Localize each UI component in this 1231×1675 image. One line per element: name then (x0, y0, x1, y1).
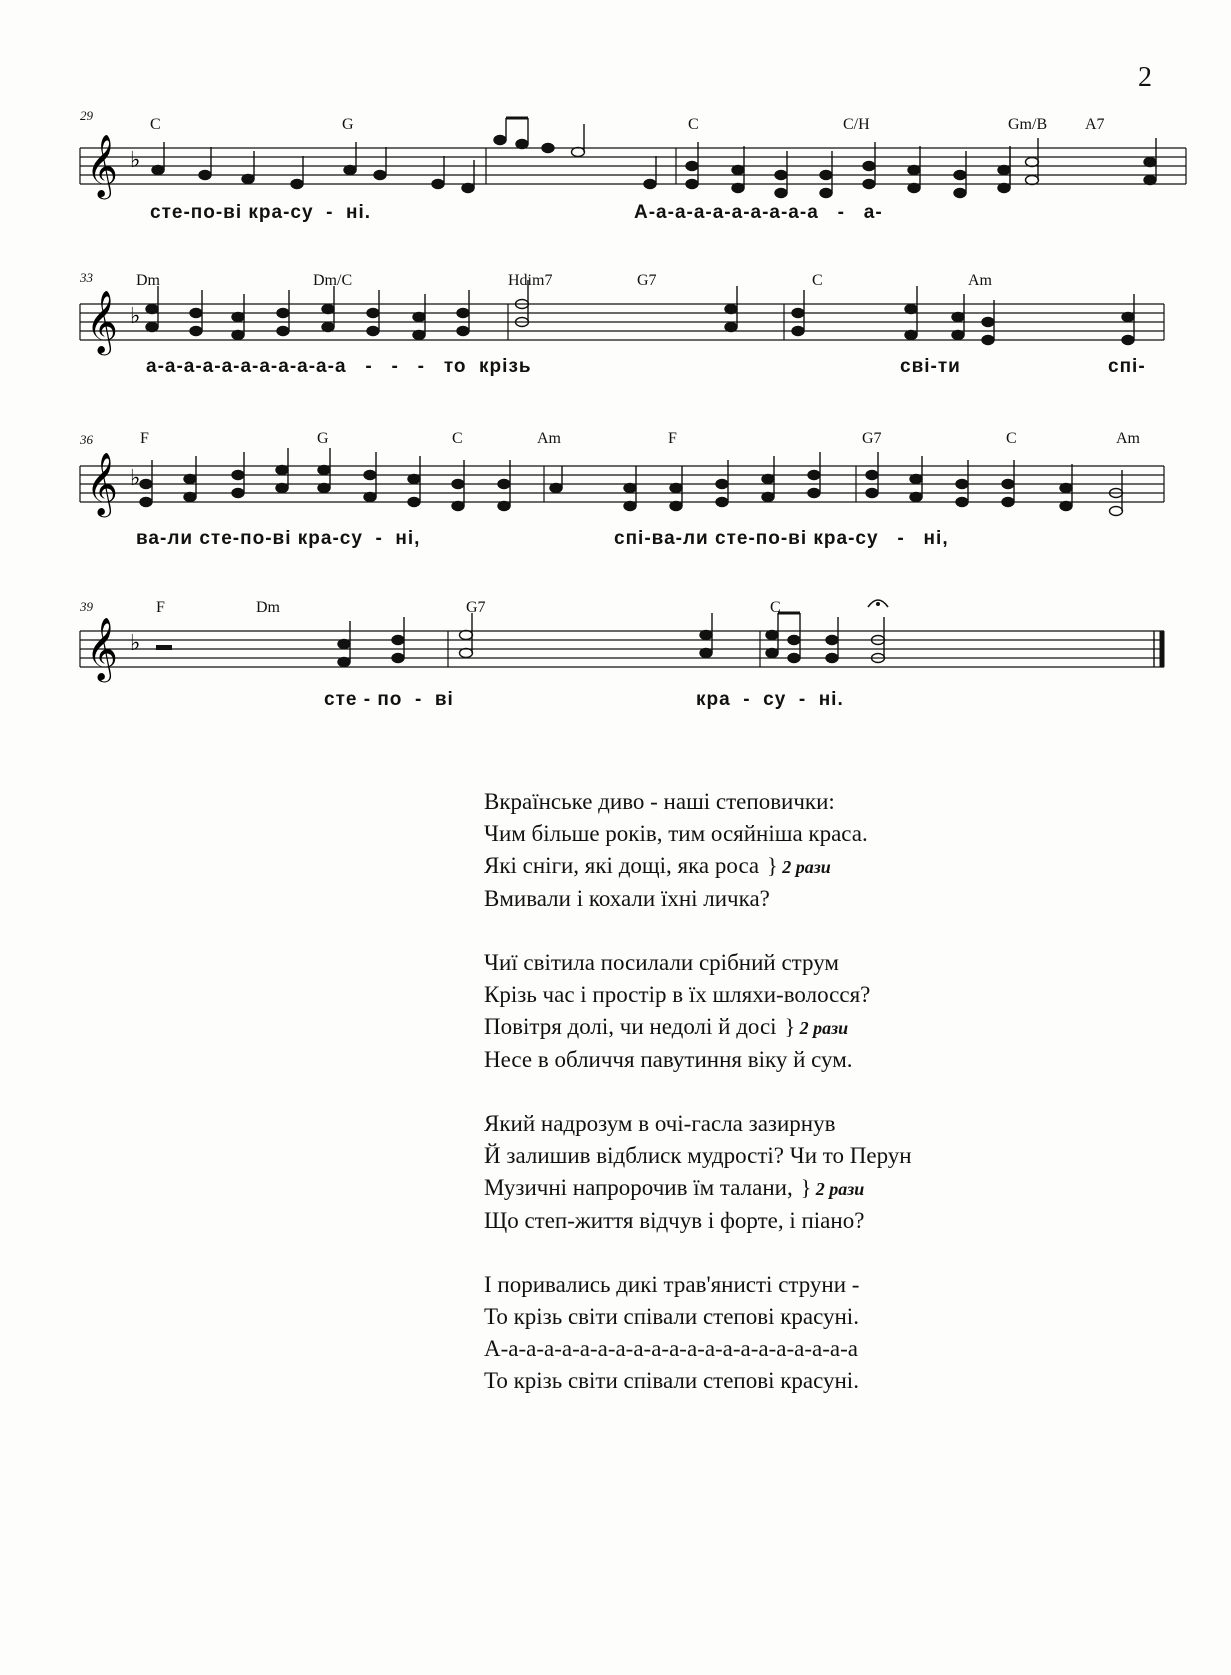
lyric-line: А-а-а-а-а-а-а-а-а-а - а- (634, 202, 883, 223)
chord-symbol: Hdim7 (508, 272, 553, 289)
bar-number: 33 (80, 270, 93, 285)
verse-line-text: А-а-а-а-а-а-а-а-а-а-а-а-а-а-а-а-а-а-а-а-а (484, 1336, 858, 1361)
verse-line-text: І поривались дикі трав'янисті струни - (484, 1272, 860, 1297)
chord-symbol: C (688, 116, 699, 133)
music-system-3 (0, 420, 1231, 570)
lyric-line: сте - по - ві (324, 689, 454, 710)
half-rest (156, 645, 172, 650)
bar-number: 39 (80, 599, 93, 614)
verse-line (484, 1140, 1124, 1172)
lyric-line: спі- (1108, 356, 1146, 377)
verses (484, 786, 1124, 1429)
svg-text:♭: ♭ (130, 148, 141, 173)
verse-line (484, 1301, 1124, 1333)
svg-text:𝄞: 𝄞 (86, 290, 118, 353)
music-system-1 (0, 100, 1231, 240)
verse-line-text: Повітря долі, чи недолі й досі (484, 1014, 777, 1039)
staff (0, 260, 1231, 400)
verse-line (484, 1205, 1124, 1237)
chord-symbol: Am (968, 272, 992, 289)
bar-number: 36 (80, 432, 93, 447)
stanza (484, 947, 1124, 1076)
verse-line-text: Чиї світила посилали срібний струм (484, 950, 839, 975)
verse-line (484, 1365, 1124, 1397)
chord-symbol: G (317, 430, 329, 447)
chord-symbol: C/H (843, 116, 870, 133)
page-number: 2 (1138, 62, 1152, 93)
chord-symbol: G7 (862, 430, 882, 447)
lyric-line: сте-по-ві кра-су - ні. (150, 202, 372, 223)
verse-line-text: Що степ-життя відчув і форте, і піано? (484, 1208, 865, 1233)
svg-text:𝄞: 𝄞 (86, 134, 118, 197)
repeat-label: 2 рази (782, 857, 831, 877)
verse-line (484, 979, 1124, 1011)
lyric-line: ва-ли сте-по-ві кра-су - ні, (136, 528, 421, 549)
chord-symbol: Dm (136, 272, 160, 289)
stanza (484, 1269, 1124, 1397)
svg-text:♭: ♭ (130, 304, 141, 329)
chord-symbol: Dm (256, 599, 280, 616)
repeat-label: 2 рази (815, 1179, 865, 1199)
chord-symbol: Am (1116, 430, 1140, 447)
repeat-label: 2 рази (799, 1018, 849, 1038)
svg-text:𝄞: 𝄞 (86, 617, 118, 680)
verse-line-text: Який надрозум в очі-гасла зазирнув (484, 1111, 836, 1136)
music-system-4 (0, 585, 1231, 725)
chord-symbol: F (156, 599, 165, 616)
verse-line-text: Крізь час і простір в їх шляхи-волосся? (484, 982, 871, 1007)
lyric-line: кра - су - ні. (696, 689, 844, 710)
verse-line-text: Чим більше років, тим осяйніша краса. (484, 821, 868, 846)
verse-line (484, 1172, 1124, 1205)
chord-symbol: C (452, 430, 463, 447)
chord-symbol: F (140, 430, 149, 447)
svg-text:♭: ♭ (130, 466, 141, 491)
lyric-line: спі-ва-ли сте-по-ві кра-су - ні, (614, 528, 949, 549)
chord-symbol: C (770, 599, 781, 616)
verse-line (484, 818, 1124, 850)
chord-symbol: A7 (1085, 116, 1105, 133)
chord-symbol: C (150, 116, 161, 133)
verse-line-text: Музичні напророчив їм талани, (484, 1175, 793, 1200)
verse-line (484, 947, 1124, 979)
svg-text:𝄞: 𝄞 (86, 452, 118, 515)
verse-line-text: То крізь світи співали степові красуні. (484, 1368, 859, 1393)
verse-line-text: Вкраїнське диво - наші степовички: (484, 789, 835, 814)
repeat-marker: } 2 рази (784, 1014, 849, 1039)
verse-line (484, 850, 1124, 883)
lyric-line: сві-ти (900, 356, 961, 377)
svg-text:♭: ♭ (130, 631, 141, 656)
music-system-2 (0, 260, 1231, 400)
verse-line (484, 1011, 1124, 1044)
chord-symbol: Gm/B (1008, 116, 1048, 133)
verse-line (484, 1044, 1124, 1076)
verse-line (484, 1333, 1124, 1365)
chord-symbol: G7 (637, 272, 657, 289)
chord-symbol: Dm/C (313, 272, 353, 289)
repeat-marker: } 2 рази (800, 1175, 865, 1200)
chord-symbol: G7 (466, 599, 486, 616)
verse-line-text: Які сніги, які дощі, яка роса (484, 853, 760, 878)
verse-line (484, 1108, 1124, 1140)
chord-symbol: F (668, 430, 677, 447)
verse-line (484, 1269, 1124, 1301)
verse-line (484, 883, 1124, 915)
chord-symbol: Am (537, 430, 561, 447)
verse-line-text: То крізь світи співали степові красуні. (484, 1304, 859, 1329)
stanza (484, 1108, 1124, 1237)
lyric-line: а-а-а-а-а-а-а-а-а-а-а - - - то крізь (146, 356, 532, 377)
verse-line (484, 786, 1124, 818)
chord-symbol: C (812, 272, 823, 289)
bar-number: 29 (80, 108, 93, 123)
staff (0, 585, 1231, 725)
verse-line-text: Й залишив відблиск мудрості? Чи то Перун (484, 1143, 912, 1168)
verse-line-text: Вмивали і кохали їхні личка? (484, 886, 770, 911)
chord-symbol: G (342, 116, 354, 133)
chord-symbol: C (1006, 430, 1017, 447)
repeat-marker: } 2 рази (767, 853, 831, 878)
stanza (484, 786, 1124, 915)
verse-line-text: Несе в обличчя павутиння віку й сум. (484, 1047, 853, 1072)
